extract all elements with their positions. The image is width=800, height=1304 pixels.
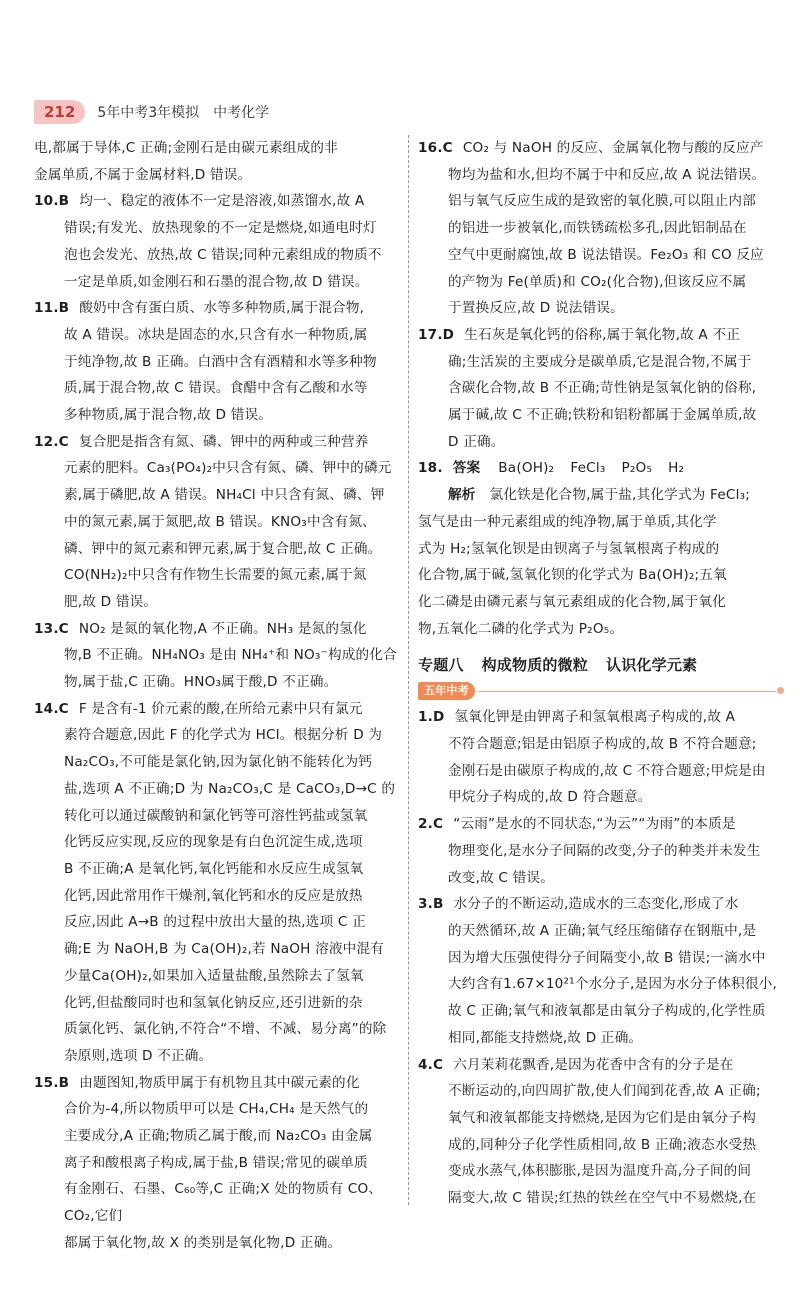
item-line: 电,都属于导体,C 正确;金刚石是由碳元素组成的非 [34,140,338,156]
item-line: Na₂CO₃,不可能是氯化钠,因为氯化钠不能转化为钙 [64,754,373,771]
item-line: 质,属于混合物,故 C 错误。食醋中含有乙酸和水等 [64,380,368,397]
explanation-line: 式为 H₂;氢氧化钡是由钡离子与氢氧根离子构成的 [418,540,720,557]
item-line: CO(NH₂)₂中只含有作物生长需要的氮元素,属于氮 [64,567,367,584]
item-line [418,704,784,731]
item-line: 确;E 为 NaOH,B 为 Ca(OH)₂,若 NaOH 溶液中混有 [64,941,385,958]
item-text: 水分子的不断运动,造成水的三态变化,形成了水 [453,896,739,913]
item-number: 15.B [34,1074,70,1091]
answer-label: 答案 [452,460,481,477]
left-column [34,135,400,1257]
item-line: 改变,故 C 错误。 [448,869,555,886]
answer-item [34,696,400,1070]
item-line: 化钙,但盐酸同时也和氢氧化钠反应,还引进新的杂 [64,994,363,1011]
answer-item [34,616,400,696]
item-line: 物理变化,是水分子间隔的改变,分子的种类并未发生 [448,842,761,859]
item-line: B 不正确;A 是氧化钙,氧化钙能和水反应生成氢氧 [64,860,364,877]
item-number: 13.C [34,620,69,637]
item-line: 化钙,因此常用作干燥剂,氧化钙和水的反应是放热 [64,887,363,904]
answer-item [418,1052,784,1212]
topic-title: 构成物质的微粒 [481,656,589,674]
item-line: 元素的肥料。Ca₃(PO₄)₂中只含有氮、磷、钾中的磷元 [64,460,392,477]
item-line [34,696,400,723]
item-line: 合价为-4,所以物质甲可以是 CH₄,CH₄ 是天然气的 [64,1101,369,1118]
item-text: CO₂ 与 NaOH 的反应、金属氧化物与酸的反应产 [462,140,764,156]
item-text: 生石灰是氧化钙的俗称,属于氧化物,故 A 不正 [464,326,741,343]
answer-item [418,704,784,811]
explanation-line: 化二磷是由磷元素与氧元素组成的化合物,属于氧化 [418,593,726,610]
item-line [418,811,784,838]
item-number: 14.C [34,700,69,717]
item-line: 素符合题意,因此 F 的化学式为 HCl。根据分析 D 为 [64,727,383,744]
item-line: 因为增大压强使得分子间隔变小,故 B 错误;一滴水中 [448,949,766,966]
section-tag: 五年中考 [418,682,475,700]
item-line [418,1052,784,1079]
item-text: 六月茉莉花飘香,是因为花香中含有的分子是在 [453,1056,734,1073]
answer-row [418,455,784,482]
answer-item [34,1070,400,1257]
item-line: 不断运动的,向四周扩散,使人们闻到花香,故 A 正确; [448,1083,761,1100]
item-line: 铝与氧气反应生成的是致密的氧化膜,可以阻止内部 [448,193,756,210]
item-line [34,429,400,456]
item-line: 于纯净物,故 B 正确。白酒中含有酒精和水等多种物 [64,353,377,370]
item-line: 离子和酸根离子构成,属于盐,B 错误;常见的碳单质 [64,1154,368,1171]
topic-subtitle: 认识化学元素 [606,656,698,674]
item-line: 杂原则,选项 D 不正确。 [64,1047,213,1064]
item-line: 相同,都能支持燃烧,故 D 正确。 [448,1029,643,1046]
item-line: 属于碱,故 C 不正确;铁粉和铝粉都属于金属单质,故 [448,407,757,424]
question-18 [418,455,784,642]
item-line [418,135,784,162]
subject-label: 中考化学 [213,105,270,121]
item-number: 4.C [418,1056,444,1073]
item-text: 均一、稳定的液体不一定是溶液,如蒸馏水,故 A [79,193,365,210]
item-number: 2.C [418,816,444,833]
answer-item [34,295,400,429]
item-line: 含碳化合物,故 B 不正确;苛性钠是氢氧化钠的俗称, [448,380,757,397]
topic-label: 专题八 [418,656,464,674]
section-tag-row [418,682,784,700]
tag-dot [777,687,784,694]
item-line: 物均为盐和水,但均不属于中和反应,故 A 说法错误。 [448,166,766,183]
item-text: 酸奶中含有蛋白质、水等多种物质,属于混合物, [79,300,365,317]
answer-item [418,891,784,1051]
item-line [418,891,784,918]
answer-2: FeCl₃ [570,460,606,477]
item-line: 肥,故 D 错误。 [64,593,158,610]
item-line: 中的氮元素,属于氮肥,故 B 错误。KNO₃中含有氮、 [64,513,376,530]
item-line: 盐,选项 A 不正确;D 为 Na₂CO₃,C 是 CaCO₃,D→C 的 [64,780,396,797]
item-line: 物,属于盐,C 正确。HNO₃属于酸,D 不正确。 [64,674,338,691]
answer-3: P₂O₅ [621,460,653,477]
page-header [34,98,774,126]
answer-item [34,188,400,295]
item-line: 故 A 错误。冰块是固态的水,只含有水一种物质,属 [64,326,368,343]
item-line: 素,属于磷肥,故 A 错误。NH₄Cl 中只含有氮、磷、钾 [64,487,385,504]
item-line: D 正确。 [448,433,505,450]
item-text: 复合肥是指含有氮、磷、钾中的两种或三种营养 [78,433,369,450]
item-line: 金属单质,不属于金属材料,D 错误。 [34,166,252,183]
tag-rule [478,691,776,692]
item-line: 主要成分,A 正确;物质乙属于酸,而 Na₂CO₃ 由金属 [64,1128,373,1145]
item-line [418,322,784,349]
answer-4: H₂ [668,460,685,477]
item-number: 12.C [34,433,69,450]
item-line: 反应,因此 A→B 的过程中放出大量的热,选项 C 正 [64,914,366,931]
item-line: 空气中更耐腐蚀,故 B 说法错误。Fe₂O₃ 和 CO 反应 [448,246,764,263]
item-line [34,616,400,643]
answer-item [418,811,784,891]
item-line: 确;生活炭的主要成分是碳单质,它是混合物,不属于 [448,353,752,370]
item-text: NO₂ 是氮的氧化物,A 不正确。NH₃ 是氮的氢化 [78,620,367,637]
item-line: 故 C 正确;氧气和液氧都是由氧分子构成的,化学性质 [448,1003,766,1020]
column-divider [408,135,409,1205]
item-line: 于置换反应,故 D 说法错误。 [448,300,624,317]
item-line: 的铝进一步被氧化,而铁锈疏松多孔,因此铝制品在 [448,220,747,237]
right-top-items [418,135,784,455]
answer-item [34,135,400,188]
item-number: 16.C [418,140,453,156]
item-line: 有金刚石、石墨、C₆₀等,C 正确;X 处的物质有 CO、CO₂,它们 [64,1181,383,1225]
item-line: 大约含有1.67×10²¹个水分子,是因为水分子体积很小, [448,976,777,993]
item-text: 由题图知,物质甲属于有机物且其中碳元素的化 [79,1074,360,1091]
right-bottom-items [418,704,784,1211]
explanation [418,482,784,642]
book-title: 5年中考3年模拟 [97,105,200,121]
item-number: 10.B [34,193,70,210]
item-line: 成的,同种分子化学性质相同,故 B 正确;液态水受热 [448,1136,757,1153]
item-number: 3.B [418,896,444,913]
item-line: 转化可以通过碳酸钠和氯化钙等可溶性钙盐或氢氧 [64,807,368,824]
explanation-label: 解析 [448,487,476,504]
item-line: 金刚石是由碳原子构成的,故 C 不符合题意;甲烷是由 [448,762,766,779]
item-line: 质氯化钙、氯化钠,不符合“不增、不减、易分离”的除 [64,1021,387,1038]
item-text: “云雨”是水的不同状态,“为云”“为雨”的本质是 [453,816,736,833]
explanation-line: 化合物,属于碱,氢氧化钡的化学式为 Ba(OH)₂;五氧 [418,567,727,584]
item-line: 多种物质,属于混合物,故 D 错误。 [64,407,273,424]
item-number: 11.B [34,300,70,317]
item-line: 化钙反应实现,反应的现象是有白色沉淀生成,选项 [64,834,363,851]
answer-1: Ba(OH)₂ [498,460,555,477]
item-line: 物,B 不正确。NH₄NO₃ 是由 NH₄⁺和 NO₃⁻构成的化合 [64,647,397,664]
item-number: 18. [418,460,443,477]
item-line [34,295,400,322]
item-line: 隔变大,故 C 错误;红热的铁丝在空气中不易燃烧,在 [448,1190,757,1207]
answer-item [418,322,784,456]
explanation-line: 物,五氧化二磷的化学式为 P₂O₅。 [418,620,624,637]
item-line: 的产物为 Fe(单质)和 CO₂(化合物),但该反应不属 [448,273,747,290]
item-line: 的天然循环,故 A 正确;氧气经压缩储存在钢瓶中,是 [448,922,757,939]
page-number: 212 [34,100,85,124]
item-line [34,188,400,215]
item-line: 磷、钾中的氮元素和钾元素,属于复合肥,故 C 正确。 [64,540,382,557]
explanation-line: 解析 氯化铁是化合物,属于盐,其化学式为 FeCl₃; [448,487,750,504]
item-number: 1.D [418,709,445,726]
item-line: 泡也会发光、放热,故 C 错误;同种元素组成的物质不 [64,246,382,263]
item-line: 甲烷分子构成的,故 D 符合题意。 [448,789,652,806]
right-column [418,135,784,1212]
topic-heading [418,650,784,680]
item-text: F 是含有-1 价元素的酸,在所给元素中只有氯元 [78,700,363,717]
item-line: 都属于氧化物,故 X 的类别是氧化物,D 正确。 [64,1234,342,1251]
explanation-line: 氢气是由一种元素组成的纯净物,属于单质,其化学 [418,513,717,530]
item-line: 一定是单质,如金刚石和石墨的混合物,故 D 错误。 [64,273,369,290]
answer-item [418,135,784,322]
answer-item [34,429,400,616]
item-text: 氢氧化钾是由钾离子和氢氧根离子构成的,故 A [454,709,736,726]
item-line: 变成水蒸气,体积膨胀,是因为温度升高,分子间的间 [448,1163,752,1180]
item-number: 17.D [418,326,455,343]
item-line: 错误;有发光、放热现象的不一定是燃烧,如通电时灯 [64,220,377,237]
item-line: 不符合题意;铝是由铝原子构成的,故 B 不符合题意; [448,736,757,753]
item-line: 少量Ca(OH)₂,如果加入适量盐酸,虽然除去了氢氧 [64,967,364,984]
item-line [34,1070,400,1097]
item-line: 氧气和液氧都能支持燃烧,是因为它们是由氧分子构 [448,1109,756,1126]
